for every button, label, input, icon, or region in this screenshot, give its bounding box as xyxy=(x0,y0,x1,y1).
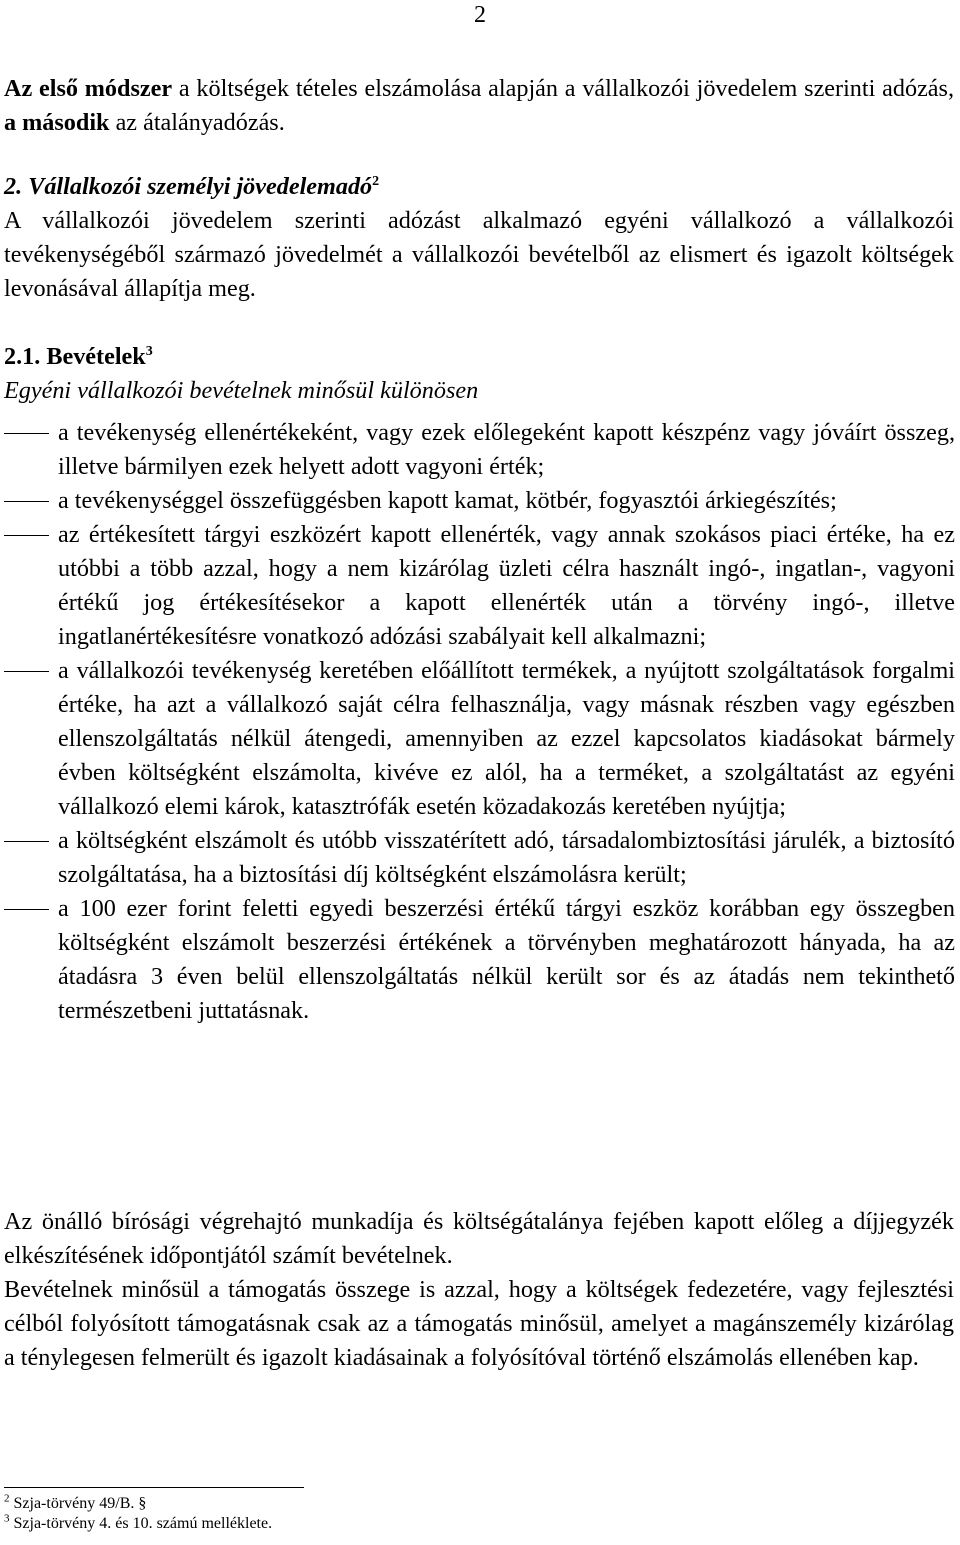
list-item-text: a 100 ezer forint feletti egyedi beszerzési értékű tárgyi eszköz korábban egy összegben költségként elszámolt beszerzési értékének a törvényben meghatározott hányada, ha az átadásra 3 éven belül ellenszolgáltatás nélkül került sor és az átadás nem tekinthető természetbeni juttatásnak. xyxy=(58,895,955,1024)
footnote-text: Szja-törvény 49/B. § xyxy=(9,1495,147,1512)
list-item xyxy=(0,654,955,824)
list-item xyxy=(0,892,955,1028)
intro-paragraph xyxy=(4,72,954,140)
list-item xyxy=(0,484,955,518)
footnote-number: 2 xyxy=(4,1492,10,1505)
dash-bullet xyxy=(4,535,49,536)
dash-bullet xyxy=(4,671,49,672)
list-item xyxy=(0,518,955,654)
income-list xyxy=(0,416,955,1028)
footnote-separator xyxy=(4,1487,304,1488)
footnote xyxy=(4,1494,272,1514)
section-2 xyxy=(4,170,954,306)
footnote-number: 3 xyxy=(4,1512,10,1525)
intro-bold-second: a második xyxy=(4,109,110,136)
closing-paragraphs xyxy=(4,1205,954,1375)
intro-text-1: a költségek tételes elszámolása alapján a vállalkozói jövedelem szerinti adózás, xyxy=(172,75,955,102)
dash-bullet xyxy=(4,433,49,434)
dash-bullet xyxy=(4,501,49,502)
section-2-1-heading: 2.1. Bevételek xyxy=(4,343,146,370)
list-item xyxy=(0,416,955,484)
section-2-paragraph: A vállalkozói jövedelem szerinti adózást alkalmazó egyéni vállalkozó a vállalkozói tevékenységéből származó jövedelmét a vállalkozói bevételből az elismert és igazolt költségek levonásával állapítja meg. xyxy=(4,207,954,302)
list-item-text: a költségként elszámolt és utóbb visszatérített adó, társadalombiztosítási járulék, a biztosító szolgáltatása, ha a biztosítási díj költségként elszámolásra került; xyxy=(58,827,955,888)
intro-bold-first: Az első módszer xyxy=(4,75,173,102)
footnote-text: Szja-törvény 4. és 10. számú melléklete. xyxy=(9,1515,273,1532)
footnote xyxy=(4,1514,272,1534)
section-2-1-lead: Egyéni vállalkozói bevételnek minősül különösen xyxy=(4,377,479,404)
list-item-text: az értékesített tárgyi eszközért kapott ellenérték, vagy annak szokásos piaci értéke, ha ez utóbbi a több azzal, hogy a nem kizárólag üzleti célra használt ingó-, ingatlan-, vagyoni értékű jog értékesítésekor a kapott ellenérték után a törvény ingó-, illetve ingatlanértékesítésre vonatkozó adózási szabályait kell alkalmazni; xyxy=(58,521,955,650)
list-item-text: a vállalkozói tevékenység keretében előállított termékek, a nyújtott szolgáltatások forgalmi értéke, ha azt a vállalkozó saját célra felhasználja, vagy másnak részben vagy egészben ellenszolgáltatás nélkül átengedi, amennyiben az ezzel kapcsolatos kiadásokat bármely évben költségként elszámolta, kivéve ez alól, ha a terméket, a szolgáltatást az egyéni vállalkozó elemi károk, katasztrófák esetén közadakozás keretében nyújtja; xyxy=(58,657,955,820)
closing-paragraph-1: Az önálló bírósági végrehajtó munkadíja és költségátalánya fejében kapott előleg a díjjegyzék elkészítésének időpontjától számít bevételnek. xyxy=(4,1208,954,1269)
footnotes xyxy=(4,1494,272,1534)
page-number: 2 xyxy=(474,2,486,28)
list-item-text: a tevékenységgel összefüggésben kapott kamat, kötbér, fogyasztói árkiegészítés; xyxy=(58,487,837,514)
section-2-1 xyxy=(4,340,954,408)
list-item xyxy=(0,824,955,892)
dash-bullet xyxy=(4,841,49,842)
section-2-footnote-ref: 2 xyxy=(372,173,380,189)
section-2-heading: 2. Vállalkozói személyi jövedelemadó xyxy=(4,173,373,200)
dash-bullet xyxy=(4,909,49,910)
intro-text-2: az átalányadózás. xyxy=(109,109,285,136)
list-item-text: a tevékenység ellenértékeként, vagy ezek előlegeként kapott készpénz vagy jóváírt összeg, illetve bármilyen ezek helyett adott vagyoni érték; xyxy=(58,419,955,480)
section-2-1-footnote-ref: 3 xyxy=(145,343,153,359)
closing-paragraph-2: Bevételnek minősül a támogatás összege is azzal, hogy a költségek fedezetére, vagy fejlesztési célból folyósított támogatásnak csak az a támogatás minősül, amelyet a magánszemély kizárólag a ténylegesen felmerült és igazolt kiadásainak a folyósítóval történő elszámolás ellenében kap. xyxy=(4,1276,954,1371)
